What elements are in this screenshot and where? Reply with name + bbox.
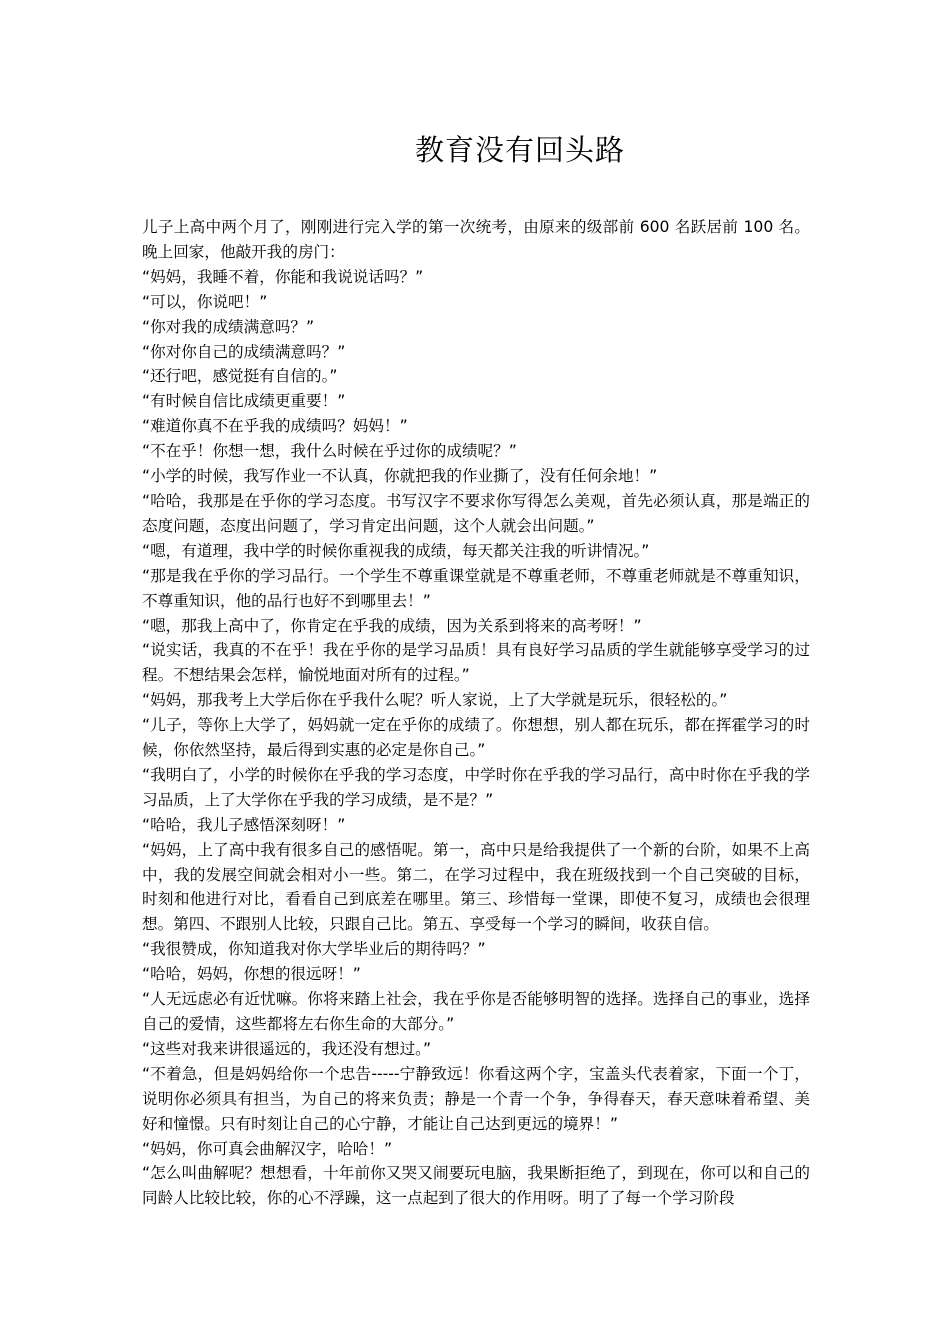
paragraph: “说实话，我真的不在乎！我在乎你的是学习品质！具有良好学习品质的学生就能够享受学习的过程。不想结果会怎样，愉悦地面对所有的过程。” xyxy=(142,641,810,685)
document-body xyxy=(142,215,810,1211)
paragraph: “可以，你说吧！” xyxy=(142,292,268,311)
paragraph: “不着急，但是妈妈给你一个忠告-----宁静致远！你看这两个字，宝盖头代表着家，下面一个丁，说明你必须具有担当，为自己的将来负责；静是一个青一个争，争得春天，春天意味着希望、美好和憧憬。只有时刻让自己的心宁静，才能让自己达到更远的境界！” xyxy=(142,1064,810,1133)
paragraph: “还行吧，感觉挺有自信的。” xyxy=(142,367,338,386)
document-title: 教育没有回头路 xyxy=(414,133,625,167)
paragraph: “我明白了，小学的时候你在乎我的学习态度，中学时你在乎我的学习品行，高中时你在乎我的学习品质，上了大学你在乎我的学习成绩，是不是？” xyxy=(142,765,810,809)
paragraph: 儿子上高中两个月了，刚刚进行完入学的第一次统考，由原来的级部前 600 名跃居前 100 名。晚上回家，他敲开我的房门： xyxy=(142,218,810,261)
paragraph: “妈妈，那我考上大学后你在乎我什么呢？听人家说，上了大学就是玩乐，很轻松的。” xyxy=(142,691,728,710)
paragraph: “小学的时候，我写作业一不认真，你就把我的作业撕了，没有任何余地！” xyxy=(142,467,658,486)
paragraph: “怎么叫曲解呢？想想看，十年前你又哭又闹要玩电脑，我果断拒绝了，到现在，你可以和自己的同龄人比较比较，你的心不浮躁，这一点起到了很大的作用呀。明了了每一个学习阶段 xyxy=(142,1164,810,1208)
paragraph: “那是我在乎你的学习品行。一个学生不尊重课堂就是不尊重老师，不尊重老师就是不尊重知识，不尊重知识，他的品行也好不到哪里去！” xyxy=(142,566,810,610)
paragraph: “嗯，那我上高中了，你肯定在乎我的成绩，因为关系到将来的高考呀！” xyxy=(142,616,642,635)
paragraph: “你对我的成绩满意吗？” xyxy=(142,317,315,336)
paragraph: “不在乎！你想一想，我什么时候在乎过你的成绩呢？” xyxy=(142,442,517,461)
paragraph: “你对你自己的成绩满意吗？” xyxy=(142,342,346,361)
paragraph: “嗯，有道理，我中学的时候你重视我的成绩，每天都关注我的听讲情况。” xyxy=(142,541,650,560)
paragraph: “哈哈，我儿子感悟深刻呀！” xyxy=(142,815,346,834)
paragraph: “哈哈，我那是在乎你的学习态度。书写汉字不要求你写得怎么美观，首先必须认真，那是端正的态度问题，态度出问题了，学习肯定出问题，这个人就会出问题。” xyxy=(142,491,810,535)
paragraph: “有时候自信比成绩更重要！” xyxy=(142,392,346,411)
paragraph: “儿子，等你上大学了，妈妈就一定在乎你的成绩了。你想想，别人都在玩乐，都在挥霍学习的时候，你依然坚持，最后得到实惠的必定是你自己。” xyxy=(142,716,810,760)
paragraph: “妈妈，我睡不着，你能和我说说话吗？” xyxy=(142,267,424,286)
paragraph: “哈哈，妈妈，你想的很远呀！” xyxy=(142,965,361,984)
paragraph: “人无远虑必有近忧嘛。你将来踏上社会，我在乎你是否能够明智的选择。选择自己的事业，选择自己的爱情，这些都将左右你生命的大部分。” xyxy=(142,990,810,1033)
paragraph: “我很赞成，你知道我对你大学毕业后的期待吗？” xyxy=(142,940,486,959)
paragraph: “妈妈，你可真会曲解汉字，哈哈！” xyxy=(142,1139,393,1158)
paragraph: “妈妈，上了高中我有很多自己的感悟呢。第一，高中只是给我提供了一个新的台阶，如果不上高中，我的发展空间就会相对小一些。第二，在学习过程中，我在班级找到一个自己突破的目标，时刻和他进行对比，看看自己到底差在哪里。第三、珍惜每一堂课，即使不复习，成绩也会很理想。第四、不跟别人比较，只跟自己比。第五、享受每一个学习的瞬间，收获自信。 xyxy=(142,840,810,934)
paragraph: “这些对我来讲很遥远的，我还没有想过。” xyxy=(142,1039,432,1058)
paragraph: “难道你真不在乎我的成绩吗？妈妈！” xyxy=(142,417,408,436)
